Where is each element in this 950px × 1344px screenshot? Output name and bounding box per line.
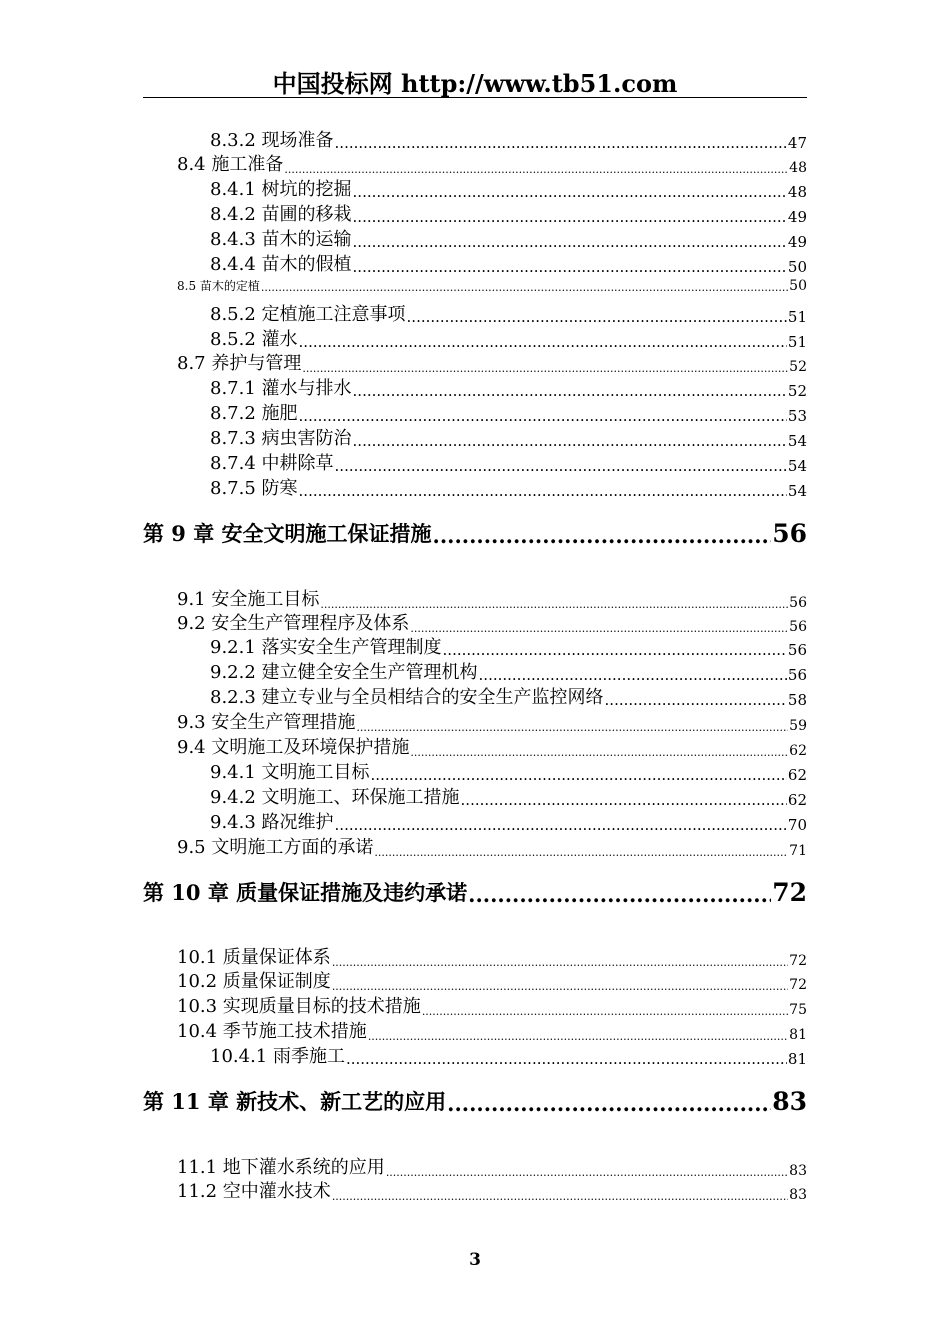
toc-dot-leader — [447, 1091, 771, 1116]
toc-page-number: 47 — [787, 134, 807, 152]
toc-entry-title: 11.1 地下灌水系统的应用 — [177, 1157, 385, 1178]
toc-entry[interactable] — [210, 683, 807, 709]
toc-page-number: 83 — [789, 1163, 807, 1179]
toc-entry[interactable] — [177, 833, 807, 859]
toc-entry[interactable] — [177, 277, 807, 294]
toc-page-number: 54 — [787, 457, 807, 475]
toc-entry[interactable] — [210, 374, 807, 400]
toc-entry-title: 8.5.2 定植施工注意事项 — [210, 304, 406, 325]
toc-entry[interactable] — [177, 1017, 807, 1043]
toc-page-number: 48 — [787, 183, 807, 201]
toc-dot-leader — [353, 183, 787, 201]
toc-entry-title: 8.4.3 苗木的运输 — [210, 229, 352, 250]
toc-dot-leader — [461, 791, 787, 809]
toc-dot-leader — [353, 258, 787, 276]
toc-entry[interactable] — [210, 300, 807, 326]
toc-page-number: 56 — [789, 619, 807, 635]
toc-entry[interactable] — [177, 708, 807, 734]
toc-entry[interactable] — [210, 200, 807, 226]
toc-page-number: 72 — [789, 977, 807, 993]
toc-chapter-entry[interactable] — [143, 877, 807, 907]
toc-entry-title: 9.1 安全施工目标 — [177, 589, 320, 610]
toc-entry-title: 10.3 实现质量目标的技术措施 — [177, 996, 421, 1017]
toc-entry-title: 8.7.4 中耕除草 — [210, 453, 334, 474]
toc-dot-leader — [468, 882, 771, 907]
toc-entry-title: 9.4 文明施工及环境保护措施 — [177, 737, 410, 758]
toc-entry[interactable] — [177, 1153, 807, 1179]
toc-dot-leader — [335, 816, 787, 834]
toc-page-number: 62 — [787, 791, 807, 809]
toc-dot-leader — [353, 382, 787, 400]
toc-entry-title: 8.5.2 灌水 — [210, 329, 298, 350]
toc-dot-leader — [371, 766, 787, 784]
toc-dot-leader — [479, 666, 787, 684]
toc-page-number: 62 — [789, 743, 807, 759]
toc-dot-leader — [353, 208, 787, 226]
toc-entry-title: 8.5 苗木的定植 — [177, 279, 260, 293]
toc-page-number: 62 — [787, 766, 807, 784]
toc-entry[interactable] — [210, 658, 807, 684]
toc-entry-title: 8.7.1 灌水与排水 — [210, 378, 352, 399]
toc-entry[interactable] — [210, 1042, 807, 1068]
toc-page-number: 81 — [789, 1027, 807, 1043]
toc-page-number: 56 — [772, 519, 807, 548]
toc-page-number: 50 — [787, 258, 807, 276]
toc-page-number: 50 — [789, 278, 807, 294]
toc-page-number: 52 — [789, 359, 807, 375]
toc-page-number: 56 — [787, 666, 807, 684]
toc-page-number: 48 — [789, 160, 807, 176]
toc-page-number: 54 — [787, 432, 807, 450]
toc-page-number: 56 — [789, 595, 807, 611]
toc-entry-title: 第 10 章 质量保证措施及违约承诺 — [143, 880, 468, 905]
toc-chapter-entry[interactable] — [143, 1086, 807, 1116]
toc-entry[interactable] — [210, 783, 807, 809]
toc-dot-leader — [335, 457, 787, 475]
toc-dot-leader — [374, 846, 788, 859]
toc-page-number: 70 — [787, 816, 807, 834]
toc-entry-title: 9.4.1 文明施工目标 — [210, 762, 370, 783]
toc-entry[interactable] — [177, 1177, 807, 1203]
toc-entry-title: 8.4.4 苗木的假植 — [210, 254, 352, 275]
toc-page-number: 53 — [787, 407, 807, 425]
toc-page-number: 71 — [789, 843, 807, 859]
toc-page-number: 59 — [789, 718, 807, 734]
toc-entry-title: 10.4.1 雨季施工 — [210, 1046, 345, 1067]
toc-entry[interactable] — [177, 349, 807, 375]
toc-page-number: 54 — [787, 482, 807, 500]
toc-entry[interactable] — [177, 609, 807, 635]
toc-page-number: 56 — [787, 641, 807, 659]
toc-entry[interactable] — [210, 250, 807, 276]
toc-page-number: 49 — [787, 208, 807, 226]
toc-entry[interactable] — [210, 633, 807, 659]
toc-entry-title: 第 9 章 安全文明施工保证措施 — [143, 521, 432, 546]
toc-dot-leader — [353, 432, 787, 450]
toc-entry-title: 8.4.2 苗圃的移栽 — [210, 204, 352, 225]
toc-entry[interactable] — [210, 225, 807, 251]
toc-page-number: 52 — [787, 382, 807, 400]
toc-entry[interactable] — [210, 325, 807, 351]
toc-entry-title: 8.4 施工准备 — [177, 154, 284, 175]
toc-entry-title: 8.3.2 现场准备 — [210, 130, 334, 151]
toc-dot-leader — [353, 233, 787, 251]
page-header-title: 中国投标网 http://www.tb51.com — [272, 69, 678, 98]
toc-entry-title: 9.2.2 建立健全安全生产管理机构 — [210, 662, 478, 683]
toc-entry-title: 10.2 质量保证制度 — [177, 971, 331, 992]
toc-dot-leader — [605, 691, 787, 709]
toc-page-number: 83 — [789, 1187, 807, 1203]
toc-entry-title: 9.2.1 落实安全生产管理制度 — [210, 637, 442, 658]
toc-page-number: 58 — [787, 691, 807, 709]
toc-entry-title: 8.2.3 建立专业与全员相结合的安全生产监控网络 — [210, 687, 604, 708]
toc-dot-leader — [261, 281, 788, 294]
toc-entry[interactable] — [177, 150, 807, 176]
toc-entry-title: 8.4.1 树坑的挖掘 — [210, 179, 352, 200]
toc-page-number: 51 — [787, 333, 807, 351]
toc-entry-title: 11.2 空中灌水技术 — [177, 1181, 331, 1202]
toc-entry-title: 10.4 季节施工技术措施 — [177, 1021, 367, 1042]
toc-entry[interactable] — [210, 399, 807, 425]
toc-dot-leader — [299, 407, 787, 425]
toc-entry[interactable] — [177, 733, 807, 759]
toc-entry-title: 9.5 文明施工方面的承诺 — [177, 837, 374, 858]
toc-entry-title: 9.4.2 文明施工、环保施工措施 — [210, 787, 460, 808]
toc-entry[interactable] — [210, 126, 807, 152]
toc-dot-leader — [407, 308, 787, 326]
toc-page-number: 81 — [787, 1050, 807, 1068]
toc-entry-title: 9.4.3 路况维护 — [210, 812, 334, 833]
toc-chapter-entry[interactable] — [143, 518, 807, 548]
toc-entry-title: 8.7.5 防寒 — [210, 478, 298, 499]
toc-entry-title: 第 11 章 新技术、新工艺的应用 — [143, 1089, 447, 1114]
toc-entry[interactable] — [177, 992, 807, 1018]
toc-entry[interactable] — [210, 424, 807, 450]
toc-entry[interactable] — [177, 943, 807, 969]
toc-entry[interactable] — [210, 474, 807, 500]
toc-entry[interactable] — [210, 175, 807, 201]
toc-page-number: 72 — [789, 953, 807, 969]
toc-entry-title: 9.3 安全生产管理措施 — [177, 712, 356, 733]
toc-entry-title: 8.7 养护与管理 — [177, 353, 302, 374]
toc-dot-leader — [332, 1190, 788, 1203]
toc-entry-title: 8.7.2 施肥 — [210, 403, 298, 424]
page-number: 3 — [469, 1250, 481, 1270]
toc-entry[interactable] — [177, 967, 807, 993]
toc-dot-leader — [299, 482, 787, 500]
toc-dot-leader — [433, 523, 772, 548]
toc-entry-title: 8.7.3 病虫害防治 — [210, 428, 352, 449]
toc-entry[interactable] — [210, 449, 807, 475]
toc-page-number: 49 — [787, 233, 807, 251]
toc-page-number: 83 — [772, 1087, 807, 1116]
toc-entry[interactable] — [210, 808, 807, 834]
toc-entry-title: 9.2 安全生产管理程序及体系 — [177, 613, 410, 634]
toc-dot-leader — [346, 1050, 787, 1068]
toc-entry[interactable] — [177, 585, 807, 611]
toc-dot-leader — [443, 641, 787, 659]
toc-page-number: 72 — [772, 878, 807, 907]
toc-entry[interactable] — [210, 758, 807, 784]
toc-page-number: 75 — [789, 1002, 807, 1018]
toc-page-number: 51 — [787, 308, 807, 326]
toc-entry-title: 10.1 质量保证体系 — [177, 947, 331, 968]
